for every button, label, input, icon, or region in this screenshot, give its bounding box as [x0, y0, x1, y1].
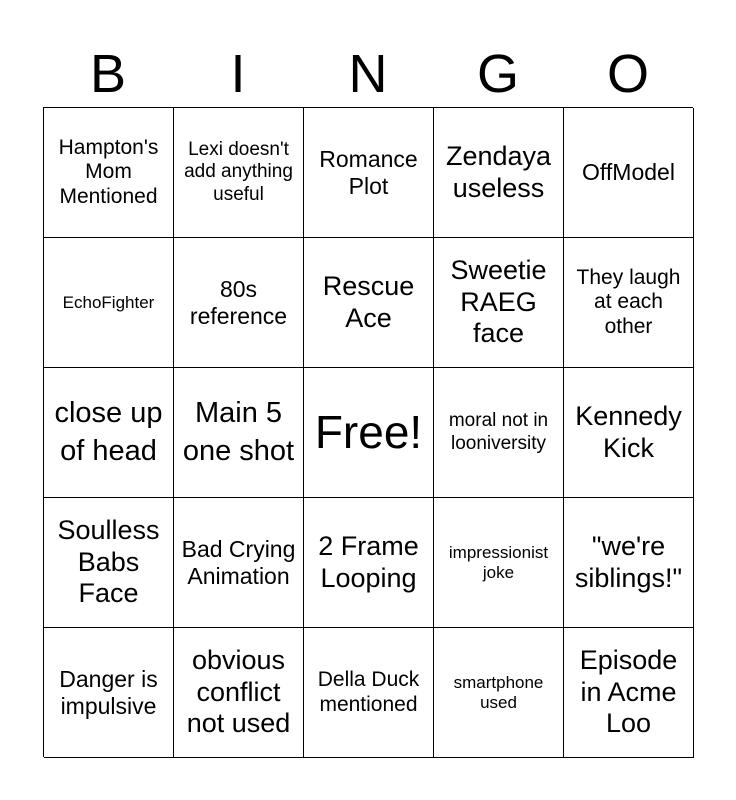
cell-text: Danger is impulsive [59, 665, 158, 719]
cell-text: Romance Plot [319, 145, 418, 199]
bingo-cell[interactable] [44, 108, 174, 238]
cell-text: obvious conflict not used [186, 645, 291, 739]
bingo-cell[interactable] [434, 368, 564, 498]
cell-text: Sweetie RAEG face [450, 255, 547, 349]
cell-text: Lexi doesn't add anything useful [184, 139, 293, 205]
bingo-cell[interactable] [304, 238, 434, 368]
cell-text: 80s reference [189, 275, 288, 329]
bingo-cell[interactable] [174, 108, 304, 238]
cell-text: "we're siblings!" [574, 530, 683, 593]
bingo-header [43, 40, 693, 108]
cell-text: OffModel [582, 159, 675, 186]
cell-text: 2 Frame Looping [318, 530, 419, 593]
cell-text: EchoFighter [62, 292, 155, 312]
bingo-cell[interactable] [564, 238, 694, 368]
bingo-cell[interactable] [174, 238, 304, 368]
bingo-cell[interactable] [564, 628, 694, 758]
bingo-cell[interactable] [44, 498, 174, 628]
cell-text: Bad Crying Animation [181, 535, 296, 589]
bingo-card [43, 107, 693, 757]
cell-text: moral not in looniversity [448, 410, 549, 454]
cell-text: Main 5 one shot [182, 396, 295, 467]
header-letter-i: I [230, 44, 246, 104]
bingo-cell[interactable] [304, 628, 434, 758]
cell-text: Zendaya useless [445, 140, 552, 203]
bingo-cell[interactable] [434, 238, 564, 368]
bingo-cell[interactable] [564, 368, 694, 498]
cell-text: Soulless Babs Face [57, 515, 160, 609]
cell-text: impressionist joke [448, 542, 549, 582]
bingo-cell[interactable] [304, 498, 434, 628]
bingo-cell[interactable] [174, 498, 304, 628]
free-space-text: Free! [314, 405, 423, 458]
free-space-cell[interactable] [304, 368, 434, 498]
cell-text: Kennedy Kick [575, 400, 682, 463]
header-letter-b: B [89, 44, 127, 104]
bingo-cell[interactable] [434, 628, 564, 758]
cell-text: smartphone used [453, 672, 544, 712]
bingo-cell[interactable] [44, 628, 174, 758]
bingo-cell[interactable] [44, 238, 174, 368]
bingo-cell[interactable] [434, 108, 564, 238]
bingo-cell[interactable] [174, 368, 304, 498]
bingo-cell[interactable] [304, 108, 434, 238]
cell-text: Della Duck mentioned [317, 667, 420, 716]
header-letter-o: O [606, 44, 649, 104]
bingo-cell[interactable] [174, 628, 304, 758]
cell-text: They laugh at each other [576, 265, 681, 338]
bingo-cell[interactable] [44, 368, 174, 498]
bingo-cell[interactable] [564, 108, 694, 238]
bingo-cell[interactable] [434, 498, 564, 628]
cell-text: Rescue Ace [322, 270, 415, 333]
bingo-cell[interactable] [564, 498, 694, 628]
cell-text: Episode in Acme Loo [579, 645, 678, 739]
header-letter-g: G [476, 44, 519, 104]
header-letter-n: N [348, 44, 388, 104]
cell-text: close up of head [54, 396, 163, 467]
cell-text: Hampton's Mom Mentioned [58, 135, 159, 208]
